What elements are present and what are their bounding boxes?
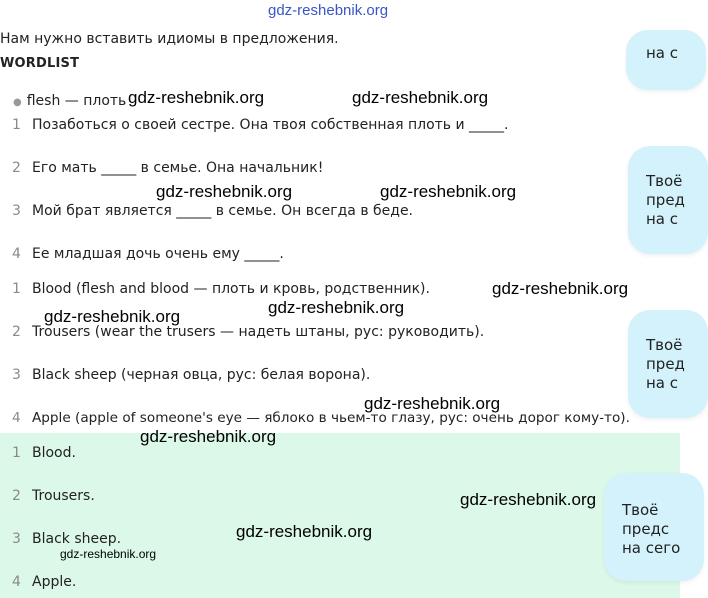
wordlist-item-text: flesh — плоть [26, 93, 127, 109]
answer-text: Apple. [32, 574, 77, 590]
watermark: gdz-reshebnik.org [128, 88, 265, 107]
answer-row [12, 445, 76, 461]
site-header-link[interactable]: gdz-reshebnik.org [268, 2, 389, 19]
watermark: gdz-reshebnik.org [364, 394, 501, 413]
sentence-text: Мой брат является _____ в семье. Он всегда в беде. [32, 203, 414, 219]
idiom-text: Apple (apple of someone's eye — яблоко в чьем-то глазу, рус: очень дорог кому-то). [32, 410, 630, 426]
row-number: 4 [12, 574, 21, 590]
answer-text: Blood. [32, 445, 76, 461]
sentence-row [12, 117, 509, 133]
idiom-text: Trousers (wear the trusers — надеть штаны, рус: руководить). [32, 324, 485, 340]
bubble-line: пред [646, 355, 685, 373]
answer-row [12, 488, 95, 504]
watermark: gdz-reshebnik.org [44, 307, 181, 326]
bubble-line: Твоё [646, 336, 683, 354]
watermark: gdz-reshebnik.org [236, 522, 373, 541]
watermark: gdz-reshebnik.org [352, 88, 489, 107]
bullet-icon: ● [13, 97, 22, 108]
row-number: 1 [12, 445, 21, 461]
bubble-line: Твоё [646, 172, 683, 190]
bubble-line: на с [646, 44, 679, 62]
wordlist-heading: WORDLIST [0, 56, 80, 71]
row-number: 3 [12, 367, 21, 383]
sentence-text: Его мать _____ в семье. Она начальник! [32, 160, 324, 176]
row-number: 3 [12, 203, 21, 219]
row-number: 3 [12, 531, 21, 547]
bubble-line: пред [646, 191, 685, 209]
watermark: gdz-reshebnik.org [140, 427, 277, 446]
row-number: 1 [12, 281, 21, 297]
chat-bubble[interactable] [604, 473, 704, 581]
idiom-row [12, 410, 630, 426]
answer-text: Trousers. [32, 488, 95, 504]
watermark: gdz-reshebnik.org [492, 279, 629, 298]
watermark: gdz-reshebnik.org [60, 547, 157, 561]
task-intro: Нам нужно вставить идиомы в предложения. [0, 31, 339, 47]
chat-bubble[interactable] [628, 310, 708, 418]
sentence-row [12, 203, 413, 219]
sentence-text: Ее младшая дочь очень ему _____. [32, 246, 284, 262]
bubble-line: на с [646, 374, 679, 392]
chat-bubble[interactable] [626, 30, 706, 90]
watermark: gdz-reshebnik.org [380, 182, 517, 201]
answer-text: Black sheep. [32, 531, 122, 547]
watermark: gdz-reshebnik.org [460, 490, 597, 509]
bubble-line: предс [622, 520, 670, 538]
idiom-row [12, 367, 370, 383]
bubble-line: на с [646, 210, 679, 228]
sentence-row [12, 246, 284, 262]
row-number: 2 [12, 160, 21, 176]
bubble-line: на сего [622, 539, 681, 557]
watermark: gdz-reshebnik.org [268, 298, 405, 317]
row-number: 2 [12, 324, 21, 340]
idiom-text: Blood (flesh and blood — плоть и кровь, родственник). [32, 281, 430, 297]
answer-row [12, 574, 76, 590]
bubble-line: Твоё [622, 501, 659, 519]
wordlist-item [13, 93, 126, 109]
row-number: 4 [12, 410, 21, 426]
row-number: 1 [12, 117, 21, 133]
idiom-text: Black sheep (черная овца, рус: белая ворона). [32, 367, 371, 383]
answer-row [12, 531, 121, 547]
idiom-row [12, 281, 430, 297]
row-number: 4 [12, 246, 21, 262]
watermark: gdz-reshebnik.org [156, 182, 293, 201]
sentence-row [12, 160, 323, 176]
chat-bubble[interactable] [628, 146, 708, 254]
row-number: 2 [12, 488, 21, 504]
answer-block [0, 433, 680, 598]
sentence-text: Позаботься о своей сестре. Она твоя собственная плоть и _____. [32, 117, 509, 133]
